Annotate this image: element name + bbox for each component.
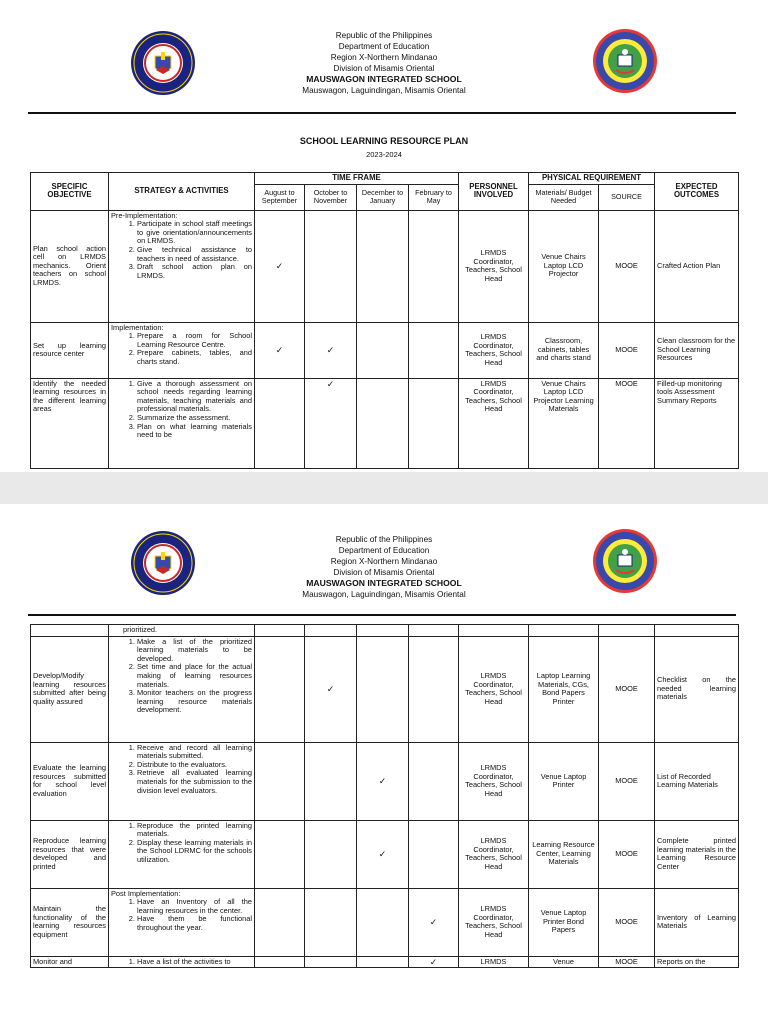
header-country: Republic of the Philippines <box>335 535 433 544</box>
empty-cell <box>305 210 357 322</box>
source-cell: MOOE <box>599 888 655 956</box>
check-mark: ✓ <box>409 956 459 968</box>
personnel-cell: LRMDS Coordinator, Teachers, School Head <box>459 742 529 820</box>
outcome-cell: Clean classroom for the School Learning Resources <box>655 322 739 378</box>
col-header-outcomes: EXPECTED OUTCOMES <box>655 173 739 211</box>
empty-cell <box>599 625 655 637</box>
source-cell: MOOE <box>599 820 655 888</box>
empty-cell <box>305 742 357 820</box>
materials-cell: Laptop Learning Materials, CGs, Bond Papers Printer <box>529 636 599 742</box>
col-header-timeframe: TIME FRAME <box>255 173 459 185</box>
check-mark: ✓ <box>305 322 357 378</box>
resource-plan-table-continued <box>30 624 739 968</box>
empty-cell <box>255 625 305 637</box>
col-header-objective: SPECIFIC OBJECTIVE <box>31 173 109 211</box>
activity-item: 3. Draft school action plan on LRMDS. <box>137 263 252 280</box>
personnel-cell: LRMDS Coordinator, Teachers, School Head <box>459 210 529 322</box>
strategy-cell <box>109 888 255 956</box>
empty-cell <box>357 636 409 742</box>
activity-item: 2. Give technical assistance to teachers in need of assistance. <box>137 246 252 263</box>
col-header-strategy: STRATEGY & ACTIVITIES <box>109 173 255 211</box>
table-row <box>31 888 739 956</box>
outcome-cell: Complete printed learning materials in the Learning Resource Center <box>655 820 739 888</box>
col-header-source: SOURCE <box>599 184 655 210</box>
empty-cell <box>459 625 529 637</box>
outcome-cell: Checklist on the needed learning materials <box>655 636 739 742</box>
header-address: Mauswagon, Laguindingan, Misamis Oriental <box>302 86 466 95</box>
empty-cell <box>409 378 459 468</box>
source-cell: MOOE <box>599 378 655 468</box>
empty-cell <box>255 956 305 968</box>
activity-item: 1. Have an Inventory of all the learning resources in the center. <box>137 898 252 915</box>
empty-cell <box>409 625 459 637</box>
activity-item: 2. Prepare cabinets, tables, and charts stand. <box>137 349 252 366</box>
empty-cell <box>529 625 599 637</box>
strategy-cell <box>109 820 255 888</box>
personnel-cell: LRMDS Coordinator, Teachers, School Head <box>459 322 529 378</box>
activity-item: 1. Prepare a room for School Learning Resource Centre. <box>137 332 252 349</box>
col-header-personnel: PERSONNEL INVOLVED <box>459 173 529 211</box>
objective-cell: Develop/Modify learning resources submitted after being quality assured <box>31 636 109 742</box>
activity-item: 3. Plan on what learning materials need to be <box>137 423 252 440</box>
objective-cell: Monitor and <box>31 956 109 968</box>
col-header-materials: Materials/ Budget Needed <box>529 184 599 210</box>
header-department: Department of Education <box>338 42 430 51</box>
col-header-dec-jan: December to January <box>357 184 409 210</box>
check-mark: ✓ <box>409 888 459 956</box>
source-cell: MOOE <box>599 636 655 742</box>
header-division: Division of Misamis Oriental <box>333 568 435 577</box>
activity-item: 2. Distribute to the evaluators. <box>137 761 252 770</box>
empty-cell <box>255 636 305 742</box>
check-mark: ✓ <box>357 820 409 888</box>
table-row <box>31 322 739 378</box>
table-row <box>31 820 739 888</box>
activity-item: 2. Set time and place for the actual making of learning resources materials. <box>137 663 252 689</box>
header-school-name: MAUSWAGON INTEGRATED SCHOOL <box>306 74 462 84</box>
personnel-cell: LRMDS <box>459 956 529 968</box>
header-region: Region X-Northern Mindanao <box>330 557 438 566</box>
school-year: 2023-2024 <box>366 150 402 159</box>
empty-cell <box>255 820 305 888</box>
empty-cell <box>357 378 409 468</box>
outcome-cell: List of Recorded Learning Materials <box>655 742 739 820</box>
personnel-cell: LRMDS Coordinator, Teachers, School Head <box>459 888 529 956</box>
activity-item: 1. Make a list of the prioritized learning materials to be developed. <box>137 638 252 664</box>
check-mark: ✓ <box>357 742 409 820</box>
outcome-cell: Filled-up monitoring tools Assessment Summary Reports <box>655 378 739 468</box>
col-header-oct-nov: October to November <box>305 184 357 210</box>
col-header-feb-may: February to May <box>409 184 459 210</box>
source-cell: MOOE <box>599 210 655 322</box>
outcome-cell: Inventory of Learning Materials <box>655 888 739 956</box>
materials-cell: Venue Chairs Laptop LCD Projector Learning Materials <box>529 378 599 468</box>
header-address: Mauswagon, Laguindingan, Misamis Oriental <box>302 590 466 599</box>
phase-label: Post Implementation: <box>111 888 181 898</box>
check-mark: ✓ <box>305 636 357 742</box>
strategy-cell <box>109 742 255 820</box>
table-row <box>31 625 739 637</box>
objective-cell: Set up learning resource center <box>31 322 109 378</box>
phase-label: Implementation: <box>111 322 164 332</box>
objective-cell: Evaluate the learning resources submitted for school level evaluation <box>31 742 109 820</box>
activity-item: 2. Display these learning materials in the School LDRMC for the schools utilization. <box>137 839 252 865</box>
personnel-cell: LRMDS Coordinator, Teachers, School Head <box>459 636 529 742</box>
source-cell: MOOE <box>599 742 655 820</box>
resource-plan-table <box>30 172 739 469</box>
header-country: Republic of the Philippines <box>335 31 433 40</box>
outcome-cell: Reports on the <box>655 956 739 968</box>
strategy-cell <box>109 322 255 378</box>
empty-cell <box>357 625 409 637</box>
empty-cell <box>409 742 459 820</box>
empty-cell <box>409 322 459 378</box>
col-header-aug-sep: August to September <box>255 184 305 210</box>
empty-cell <box>409 210 459 322</box>
empty-cell <box>31 625 109 637</box>
strategy-cell <box>109 636 255 742</box>
activity-item: 2. Have them be functional throughout the year. <box>137 915 252 932</box>
activity-item: 2. Summarize the assessment. <box>137 414 252 423</box>
objective-cell: Plan school action cell on LRMDS mechanics. Orient teachers on school LRMDS. <box>31 210 109 322</box>
document-title: SCHOOL LEARNING RESOURCE PLAN <box>299 136 469 146</box>
source-cell: MOOE <box>599 956 655 968</box>
strategy-cell <box>109 378 255 468</box>
activity-item: 3. Retrieve all evaluated learning materials for the submission to the division level evaluators. <box>137 769 252 795</box>
header-region: Region X-Northern Mindanao <box>330 53 438 62</box>
empty-cell <box>305 625 357 637</box>
document-page-1 <box>0 0 768 472</box>
personnel-cell: LRMDS Coordinator, Teachers, School Head <box>459 378 529 468</box>
empty-cell <box>655 625 739 637</box>
empty-cell <box>255 888 305 956</box>
materials-cell: Venue <box>529 956 599 968</box>
empty-cell <box>255 378 305 468</box>
check-mark: ✓ <box>255 210 305 322</box>
materials-cell: Venue Chairs Laptop LCD Projector <box>529 210 599 322</box>
empty-cell <box>305 888 357 956</box>
materials-cell: Venue Laptop Printer <box>529 742 599 820</box>
empty-cell <box>357 322 409 378</box>
materials-cell: Classroom, cabinets, tables and charts stand <box>529 322 599 378</box>
phase-label: Pre-Implementation: <box>111 210 178 220</box>
table-row <box>31 636 739 742</box>
strategy-cell <box>109 956 255 968</box>
activity-item: 3. Monitor teachers on the progress learning resource materials development. <box>137 689 252 715</box>
empty-cell <box>409 820 459 888</box>
header-department: Department of Education <box>338 546 430 555</box>
objective-cell: Reproduce learning resources that were developed and printed <box>31 820 109 888</box>
personnel-cell: LRMDS Coordinator, Teachers, School Head <box>459 820 529 888</box>
empty-cell <box>305 820 357 888</box>
materials-cell: Learning Resource Center, Learning Materials <box>529 820 599 888</box>
header-school-name: MAUSWAGON INTEGRATED SCHOOL <box>306 578 462 588</box>
activity-item: 1. Have a list of the activities to <box>137 958 252 967</box>
empty-cell <box>357 210 409 322</box>
objective-cell: Identify the needed learning resources in the different learning areas <box>31 378 109 468</box>
activity-item: 1. Receive and record all learning materials submitted. <box>137 744 252 761</box>
objective-cell: Maintain the functionality of the learning resources equipment <box>31 888 109 956</box>
check-mark: ✓ <box>305 378 357 468</box>
table-row <box>31 956 739 968</box>
empty-cell <box>409 636 459 742</box>
empty-cell <box>305 956 357 968</box>
materials-cell: Venue Laptop Printer Bond Papers <box>529 888 599 956</box>
empty-cell <box>357 888 409 956</box>
activity-item: 1. Give a thorough assessment on school needs regarding learning materials, teaching materials and professional materials. <box>137 380 252 414</box>
empty-cell <box>357 956 409 968</box>
table-row <box>31 210 739 322</box>
strategy-cell <box>109 210 255 322</box>
table-row <box>31 378 739 468</box>
activity-item: 1. Participate in school staff meetings to give orientation/announcements on LRMDS. <box>137 220 252 246</box>
outcome-cell: Crafted Action Plan <box>655 210 739 322</box>
header-divider <box>28 112 736 114</box>
document-page-2 <box>0 504 768 1024</box>
header-division: Division of Misamis Oriental <box>333 64 435 73</box>
source-cell: MOOE <box>599 322 655 378</box>
table-row <box>31 742 739 820</box>
activity-item: 1. Reproduce the printed learning materials. <box>137 822 252 839</box>
continued-activity: prioritized. <box>109 625 255 637</box>
page-gap <box>0 472 768 504</box>
check-mark: ✓ <box>255 322 305 378</box>
empty-cell <box>255 742 305 820</box>
col-header-physical: PHYSICAL REQUIREMENT <box>529 173 655 185</box>
header-divider <box>28 614 736 616</box>
